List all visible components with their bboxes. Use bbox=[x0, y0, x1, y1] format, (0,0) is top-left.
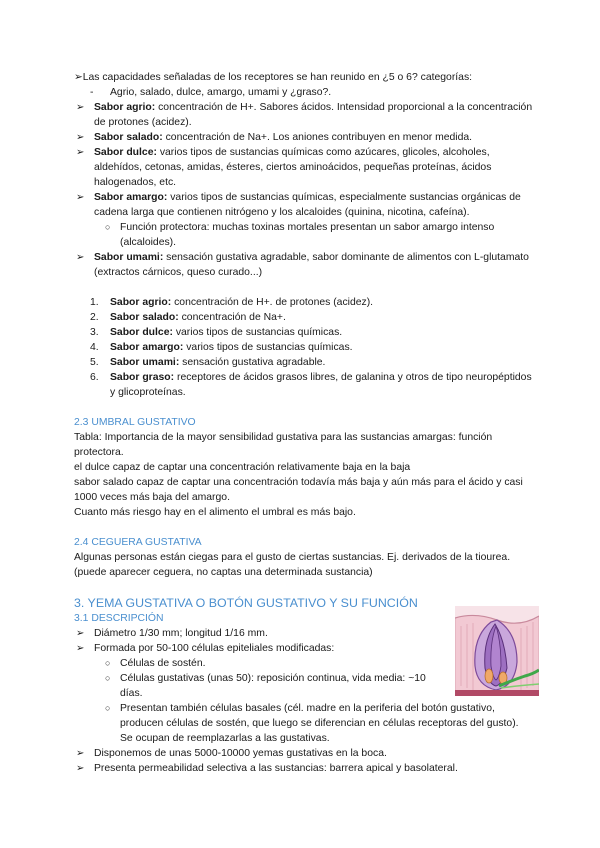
item-text: varios tipos de sustancias químicas. bbox=[172, 327, 343, 338]
numbered-item bbox=[74, 355, 534, 370]
bullet-text: concentración de H+. Sabores ácidos. Intensidad proporcional a la concentración de protones (acidez). bbox=[94, 102, 533, 128]
section-heading-yema: 3. YEMA GUSTATIVA O BOTÓN GUSTATIVO Y SU FUNCIÓN bbox=[74, 596, 418, 610]
bullet-dulce bbox=[74, 145, 534, 190]
numbered-item bbox=[74, 370, 534, 400]
item-text: sensación gustativa agradable. bbox=[179, 357, 326, 368]
bullet-text: concentración de Na+. Los aniones contribuyen en menor medida. bbox=[162, 132, 473, 143]
item-number: 2. bbox=[90, 312, 99, 323]
spacer bbox=[74, 580, 534, 595]
bullet-agrio bbox=[74, 100, 534, 130]
intro-line: ➢Las capacidades señaladas de los receptores se han reunido en ¿5 o 6? categorías: bbox=[74, 72, 473, 83]
numbered-item bbox=[74, 310, 534, 325]
umbral-line: sabor salado capaz de captar una concentración todavía más baja y aún más para el ácido y casi 1000 veces más baja del amargo. bbox=[74, 477, 523, 503]
umbral-line: Tabla: Importancia de la mayor sensibilidad gustativa para las sustancias amargas: función protectora. bbox=[74, 432, 493, 458]
circle-bullet-icon: ○ bbox=[105, 658, 111, 668]
circle-bullet-icon: ○ bbox=[105, 703, 111, 713]
dash-marker: - bbox=[90, 87, 94, 98]
arrow-bullet-icon: ➢ bbox=[76, 628, 85, 639]
item-term: Sabor graso: bbox=[110, 372, 175, 383]
bullet-text: Presenta permeabilidad selectiva a las sustancias: barrera apical y basolateral. bbox=[94, 763, 458, 774]
bullet-text: varios tipos de sustancias químicas, especialmente sustancias orgánicas de cadena larga que contienen nitrógeno y los alcaloides (quinina, nicotina, cafeína). bbox=[94, 192, 521, 218]
arrow-bullet-icon: ➢ bbox=[76, 192, 85, 203]
spacer bbox=[74, 400, 534, 415]
arrow-bullet-icon: ➢ bbox=[76, 102, 85, 113]
bullet-term: Sabor umami: bbox=[94, 252, 164, 263]
arrow-bullet-icon: ➢ bbox=[76, 748, 85, 759]
circle-bullet-icon: ○ bbox=[105, 673, 111, 683]
bullet-term: Sabor dulce: bbox=[94, 147, 157, 158]
bullet-salado bbox=[74, 130, 534, 145]
item-term: Sabor umami: bbox=[110, 357, 180, 368]
bullet-text: Diámetro 1/30 mm; longitud 1/16 mm. bbox=[94, 628, 268, 639]
taste-bud-image bbox=[455, 606, 539, 696]
item-number: 1. bbox=[90, 297, 99, 308]
numbered-item bbox=[74, 325, 534, 340]
sub-bullet-basales bbox=[74, 701, 534, 746]
bullet-text: Disponemos de unas 5000-10000 yemas gustativas en la boca. bbox=[94, 748, 387, 759]
item-number: 3. bbox=[90, 327, 99, 338]
sub-bullet-text: Células gustativas (unas 50): reposición continua, vida media: ~10 días. bbox=[120, 673, 426, 699]
numbered-item bbox=[74, 340, 534, 355]
spacer bbox=[74, 280, 534, 295]
item-text: concentración de Na+. bbox=[178, 312, 286, 323]
sub-bullet-amargo bbox=[74, 220, 534, 250]
section-heading-umbral: 2.3 UMBRAL GUSTATIVO bbox=[74, 417, 196, 428]
item-text: varios tipos de sustancias químicas. bbox=[183, 342, 353, 353]
item-number: 6. bbox=[90, 372, 99, 383]
arrow-bullet-icon: ➢ bbox=[76, 643, 85, 654]
item-term: Sabor salado: bbox=[110, 312, 179, 323]
bullet-text: sensación gustativa agradable, sabor dominante de alimentos con L-glutamato (extractos cárnicos, queso curado...) bbox=[94, 252, 529, 278]
dash-list-item bbox=[74, 85, 534, 100]
item-text: concentración de H+. de protones (acidez). bbox=[171, 297, 374, 308]
bullet-term: Sabor amargo: bbox=[94, 192, 168, 203]
sub-bullet-text: Células de sostén. bbox=[120, 658, 206, 669]
sub-bullet-text: Presentan también células basales (cél. madre en la periferia del botón gustativo, producen células de sostén, que luego se diferencian en células receptoras del gusto). Se ocupan de reemplazarlas a las gustativas. bbox=[120, 703, 519, 744]
section-heading-ceguera: 2.4 CEGUERA GUSTATIVA bbox=[74, 537, 202, 548]
bullet-text: Formada por 50-100 células epiteliales modificadas: bbox=[94, 643, 335, 654]
circle-bullet-icon: ○ bbox=[105, 222, 111, 232]
item-text: receptores de ácidos grasos libres, de galanina y otros de tipo neuropéptidos y glicoproteínas. bbox=[110, 372, 532, 398]
item-number: 5. bbox=[90, 357, 99, 368]
dash-item-text: Agrio, salado, dulce, amargo, umami y ¿graso?. bbox=[110, 87, 332, 98]
item-term: Sabor agrio: bbox=[110, 297, 172, 308]
bullet-term: Sabor salado: bbox=[94, 132, 163, 143]
umbral-line: Cuanto más riesgo hay en el alimento el umbral es más bajo. bbox=[74, 507, 356, 518]
item-term: Sabor dulce: bbox=[110, 327, 173, 338]
bullet-permeabilidad bbox=[74, 761, 534, 776]
arrow-bullet-icon: ➢ bbox=[76, 763, 85, 774]
sub-bullet-sosten bbox=[74, 656, 445, 671]
bullet-term: Sabor agrio: bbox=[94, 102, 156, 113]
sub-bullet-text: Función protectora: muchas toxinas mortales presentan un sabor amargo intenso (alcaloides). bbox=[120, 222, 495, 248]
arrow-bullet-icon: ➢ bbox=[76, 252, 85, 263]
bullet-diametro bbox=[74, 626, 454, 641]
bullet-amargo bbox=[74, 190, 534, 220]
bullet-umami bbox=[74, 250, 534, 280]
numbered-item bbox=[74, 295, 534, 310]
bullet-disponemos bbox=[74, 746, 534, 761]
item-term: Sabor amargo: bbox=[110, 342, 184, 353]
bullet-text: varios tipos de sustancias químicas como azúcares, glicoles, alcoholes, aldehídos, cetonas, amidas, ésteres, ciertos aminoácidos, pequeñas proteínas, ácidos halogenados, etc. bbox=[94, 147, 492, 188]
arrow-bullet-icon: ➢ bbox=[76, 147, 85, 158]
ceguera-text: Algunas personas están ciegas para el gusto de ciertas sustancias. Ej. derivados de la tiourea. (puede aparecer ceguera, no captas una determinada sustancia) bbox=[74, 552, 511, 578]
spacer bbox=[74, 520, 534, 535]
subsection-heading-descripcion: 3.1 DESCRIPCIÓN bbox=[74, 613, 164, 624]
item-number: 4. bbox=[90, 342, 99, 353]
umbral-line: el dulce capaz de captar una concentración relativamente baja en la baja bbox=[74, 462, 411, 473]
sub-bullet-gustativas bbox=[74, 671, 445, 701]
arrow-bullet-icon: ➢ bbox=[76, 132, 85, 143]
taste-bud-illustration bbox=[455, 606, 539, 696]
bullet-formada bbox=[74, 641, 454, 656]
